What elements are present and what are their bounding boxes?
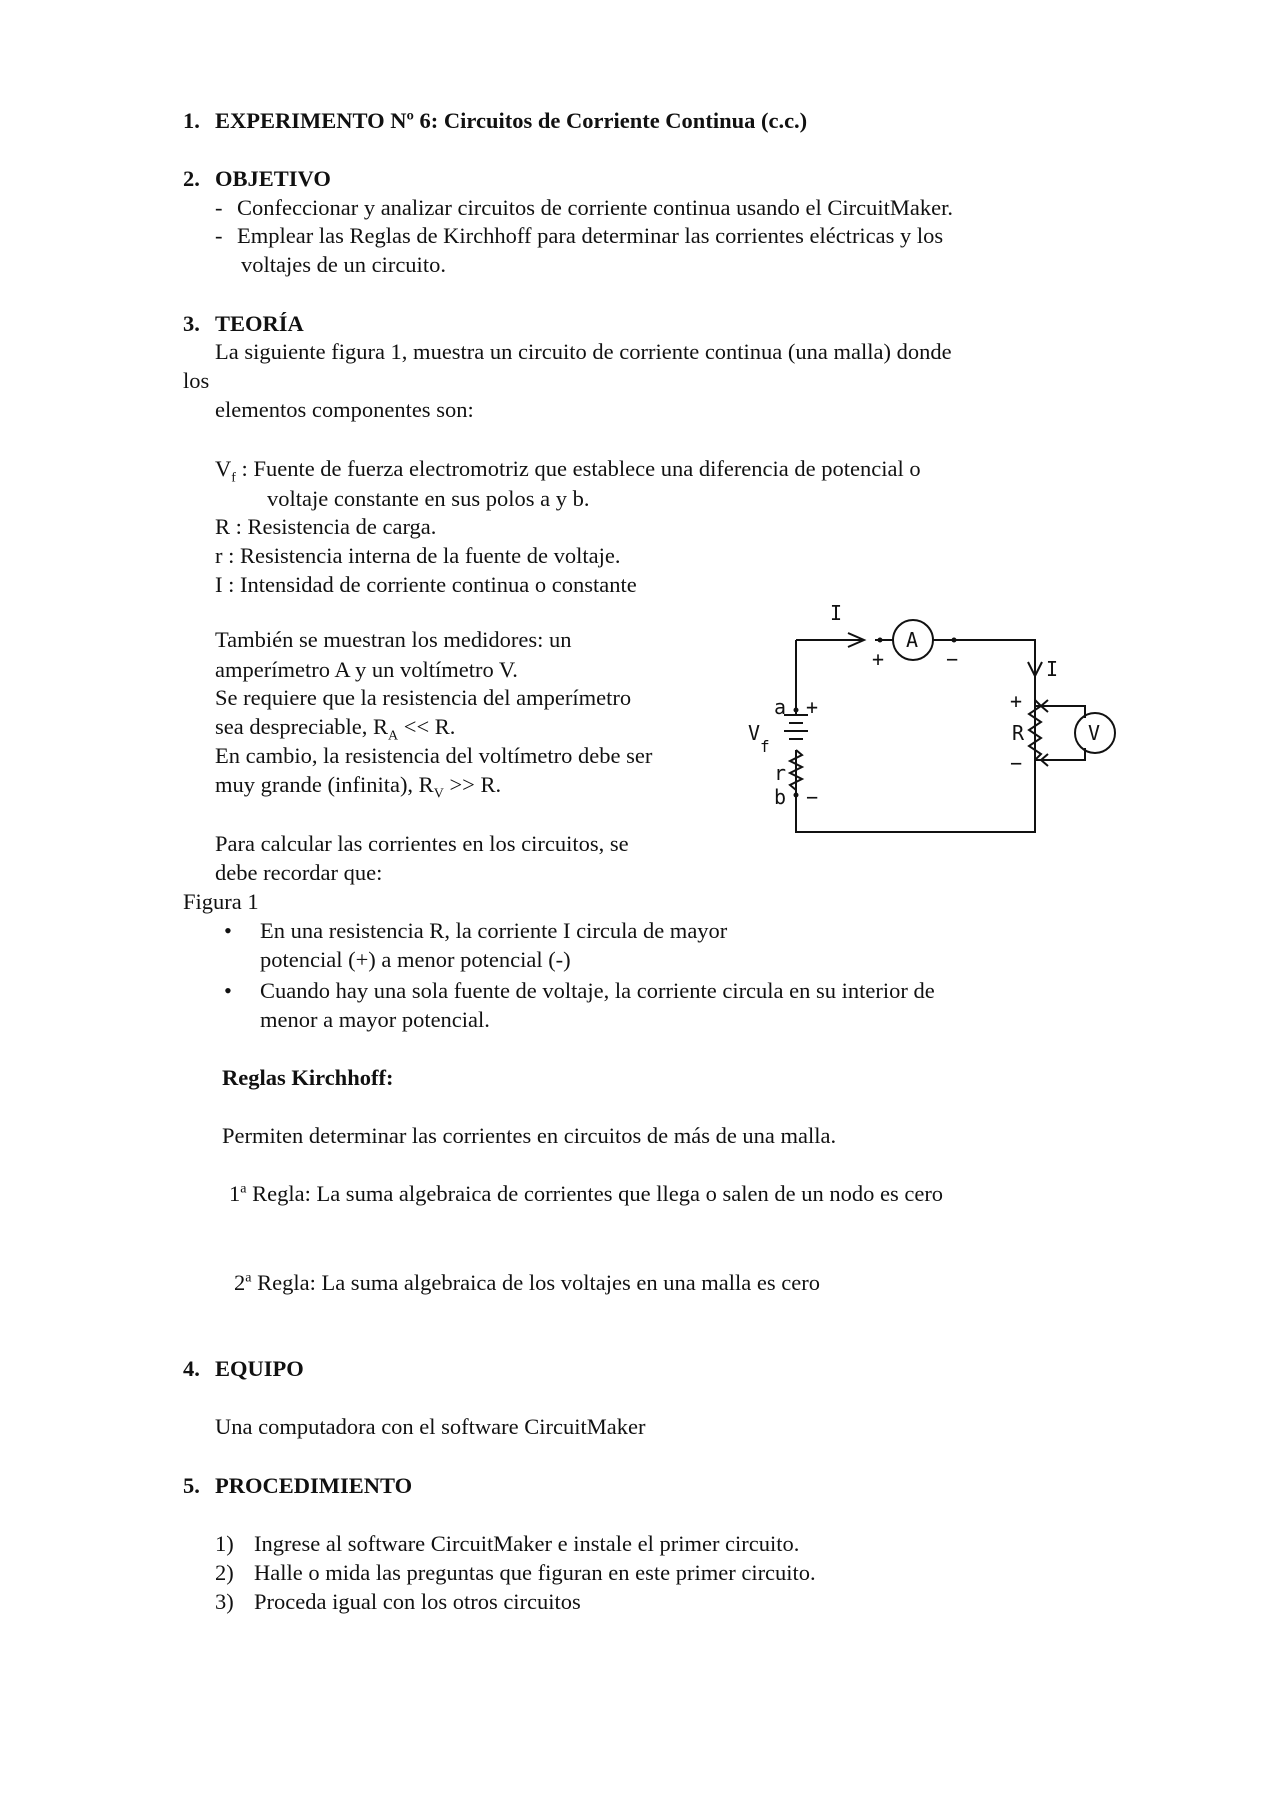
section-2-number: 2. [183,166,200,191]
kirchhoff-title: Reglas Kirchhoff: [222,1065,394,1090]
meters-line-2: amperímetro A y un voltímetro V. [215,657,518,682]
ra-subscript: A [388,728,399,744]
node-dot-left [878,638,883,643]
label-load-minus: − [1010,751,1023,775]
theory-intro-line-3: elementos componentes son: [215,397,474,422]
rule-2-text: Regla: La suma algebraica de los voltajes en una malla es cero [251,1270,820,1295]
wire-loop [796,640,1035,832]
label-current-top: I [830,601,843,625]
calc-line-1: Para calcular las corrientes en los circuitos, se [215,831,629,856]
section-1-title: EXPERIMENTO Nº 6: Circuitos de Corriente Continua (c.c.) [215,108,808,133]
voltmeter-requirement-line-2 [215,771,502,802]
section-5-number: 5. [183,1473,200,1498]
label-source-v: V [748,721,761,745]
objective-item-2: Emplear las Reglas de Kirchhoff para determinar las corrientes eléctricas y los [237,223,944,248]
step-3-text: Proceda igual con los otros circuitos [254,1589,581,1614]
objective-dash-1: - [215,195,223,220]
step-3-number: 3) [215,1589,234,1614]
rule-1-text: Regla: La suma algebraica de corrientes que llega o salen de un nodo es cero [246,1181,944,1206]
rule-1-ordinal: a [240,1181,247,1197]
rule-2-line-1: Cuando hay una sola fuente de voltaje, la corriente circula en su interior de [260,978,935,1003]
section-3-number: 3. [183,311,200,336]
i-current-definition: I : Intensidad de corriente continua o constante [215,572,637,597]
ammeter-requirement-line-2 [215,713,456,744]
ra-post: << R. [398,714,456,739]
theory-intro-line-2: los [183,368,210,393]
rv-post: >> R. [443,772,502,797]
battery-cells [784,715,808,739]
vf-separator: : [235,456,254,481]
voltmeter-requirement-line-1: En cambio, la resistencia del voltímetro debe ser [215,743,653,768]
label-load-plus: + [1010,689,1023,713]
rule-2-line-2: menor a mayor potencial. [260,1007,490,1032]
resistor-terminal-arrows [1041,700,1048,766]
meters-line-1: También se muestran los medidores: un [215,627,572,652]
rule-bullet-1: • [224,918,232,943]
objective-dash-2: - [215,223,223,248]
section-4-number: 4. [183,1356,200,1381]
label-source-minus: − [806,785,819,809]
label-source-f: f [760,737,770,756]
rule-2-ordinal: a [245,1270,252,1286]
objective-item-1: Confeccionar y analizar circuitos de corriente continua usando el CircuitMaker. [237,195,953,220]
r-internal-definition: r : Resistencia interna de la fuente de voltaje. [215,543,621,568]
section-1-number: 1. [183,108,200,133]
rv-subscript: V [433,786,444,802]
label-load-resistance: R [1012,721,1025,745]
figure-caption: Figura 1 [183,889,259,914]
label-ammeter-minus: − [946,647,959,671]
label-node-a: a [774,695,787,719]
label-node-b: b [774,785,787,809]
section-5-title: PROCEDIMIENTO [215,1473,413,1498]
rule-1-line-2: potencial (+) a menor potencial (-) [260,947,571,972]
circuit-diagram [740,600,1140,860]
vf-symbol: V [215,456,232,481]
step-2-number: 2) [215,1560,234,1585]
step-1-number: 1) [215,1531,234,1556]
section-3-title: TEORÍA [215,311,304,336]
label-internal-r: r [774,761,787,785]
step-1-text: Ingrese al software CircuitMaker e instale el primer circuito. [254,1531,800,1556]
section-4-title: EQUIPO [215,1356,304,1381]
rv-pre: muy grande (infinita), R [215,772,434,797]
theory-intro-line-1: La siguiente figura 1, muestra un circuito de corriente continua (una malla) donde [215,339,952,364]
section-2-title: OBJETIVO [215,166,331,191]
node-dot-a [794,708,799,713]
rule-bullet-2: • [224,978,232,1003]
r-load-definition: R : Resistencia de carga. [215,514,437,539]
vf-definition-text: Fuente de fuerza electromotriz que establece una diferencia de potencial o [253,456,921,481]
label-current-right: I [1046,657,1059,681]
ra-pre: sea despreciable, R [215,714,389,739]
calc-line-2: debe recordar que: [215,860,383,885]
label-ammeter: A [906,628,919,652]
kirchhoff-rule-2 [234,1269,820,1297]
label-source-plus: + [806,695,819,719]
label-voltmeter: V [1088,721,1101,745]
vf-definition-line-2: voltaje constante en sus polos a y b. [267,486,590,511]
rule-1-number: 1 [229,1181,241,1206]
step-2-text: Halle o mida las preguntas que figuran en este primer circuito. [254,1560,816,1585]
node-dot-right [952,638,957,643]
node-dot-b [794,793,799,798]
rule-1-line-1: En una resistencia R, la corriente I circula de mayor [260,918,728,943]
ammeter-requirement-line-1: Se requiere que la resistencia del amperímetro [215,685,632,710]
label-ammeter-plus: + [872,647,885,671]
rule-2-number: 2 [234,1270,246,1295]
objective-item-2-cont: voltajes de un circuito. [241,252,446,277]
equipment-text: Una computadora con el software CircuitMaker [215,1414,646,1439]
kirchhoff-intro: Permiten determinar las corrientes en circuitos de más de una malla. [222,1123,837,1148]
vf-definition-line-1 [215,455,921,486]
vf-subscript: f [231,470,236,486]
kirchhoff-rule-1 [229,1180,943,1208]
